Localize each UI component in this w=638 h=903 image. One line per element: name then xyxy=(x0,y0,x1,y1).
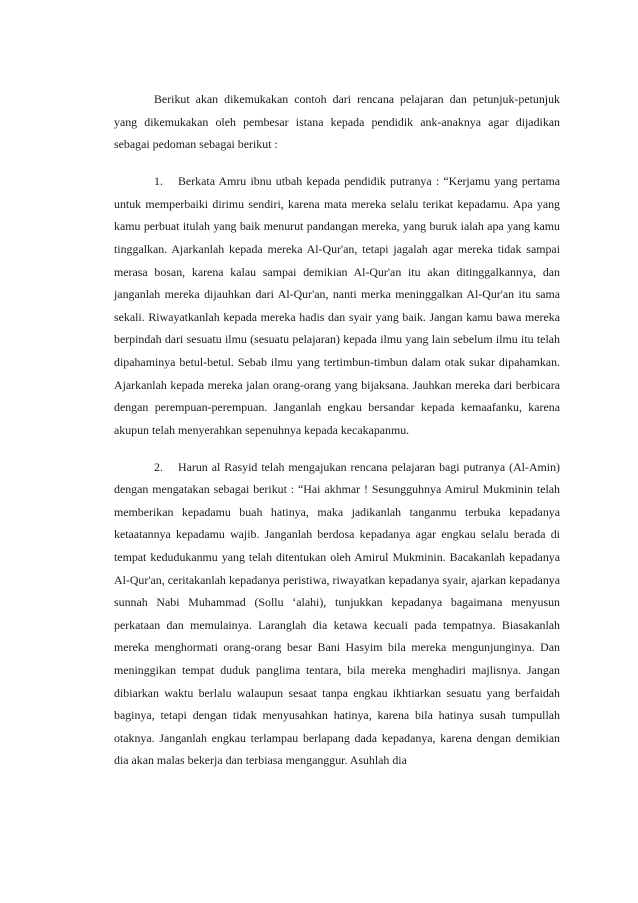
document-body xyxy=(114,88,560,786)
paragraph-text: Harun al Rasyid telah mengajukan rencana pelajaran bagi putranya (Al-Amin) dengan mengatakan sebagai berikut : “Hai akhmar ! Sesungguhnya Amirul Mukminin telah memberikan kepadamu buah hatinya, maka jadikanlah tanganmu terbuka kepadanya ketaatannya kepadamu wajib. Janganlah berdosa kepadanya agar engkau selalu berada di tempat kedudukanmu yang telah ditentukan oleh Amirul Mukminin. Bacakanlah kepadanya Al-Qur'an, ceritakanlah kepadanya peristiwa, riwayatkan kepadanya syair, ajarkan kepadanya sunnah Nabi Muhammad (Sollu ‘alahi), tunjukkan kepadanya bagaimana menyusun perkataan dan memulainya. Laranglah dia ketawa kecuali pada tempatnya. Biasakanlah mereka menghormati orang-orang besar Bani Hasyim bila mereka mengunjunginya. Dan meninggikan tempat duduk panglima tentara, bila mereka menghadiri majlisnya. Jangan dibiarkan waktu berlalu walaupun sesaat tanpa engkau ikhtiarkan sesuatu yang berfaidah baginya, tetapi dengan tidak menyusahkan hatinya, karena bila hatinya susah tumpullah otaknya. Janganlah engkau terlampau berlapang dada kepadanya, karena dengan demikian dia akan malas bekerja dan terbiasa menganggur. Asuhlah dia xyxy=(114,459,560,768)
paragraph-intro xyxy=(114,88,560,156)
list-number: 2. xyxy=(154,459,163,474)
paragraph-text: Berkata Amru ibnu utbah kepada pendidik putranya : “Kerjamu yang pertama untuk memperbaiki dirimu sendiri, karena mata mereka selalu terikat kepadamu. Apa yang kamu perbuat itulah yang baik menurut pandangan mereka, yang buruk ialah apa yang kamu tinggalkan. Ajarkanlah kepada mereka Al-Qur'an, tetapi jagalah agar mereka tidak sampai merasa bosan, karena kalau sampai demikian Al-Qur'an itu akan ditinggalkannya, dan janganlah mereka dijauhkan dari Al-Qur'an, nanti merka meninggalkan Al-Qur'an itu sama sekali. Riwayatkanlah kepada mereka hadis dan syair yang baik. Jangan kamu bawa mereka berpindah dari sesuatu ilmu (sesuatu pelajaran) kepada ilmu yang lain sebelum ilmu itu telah dipahaminya betul-betul. Sebab ilmu yang tertimbun-timbun dalam otak sukar dipahamkan. Ajarkanlah kepada mereka jalan orang-orang yang bijaksana. Jauhkan mereka dari berbicara dengan perempuan-perempuan. Janganlah engkau bersandar kepada kemaafanku, karena akupun telah menyerahkan sepenuhnya kepada kecakapanmu. xyxy=(114,174,560,437)
paragraph-item-1 xyxy=(114,170,560,441)
list-number: 1. xyxy=(154,174,163,189)
paragraph-item-2 xyxy=(114,456,560,772)
paragraph-text: Berikut akan dikemukakan contoh dari rencana pelajaran dan petunjuk-petunjuk yang dikemukakan oleh pembesar istana kepada pendidik ank-anaknya agar dijadikan sebagai pedoman sebagai berikut : xyxy=(114,92,560,152)
